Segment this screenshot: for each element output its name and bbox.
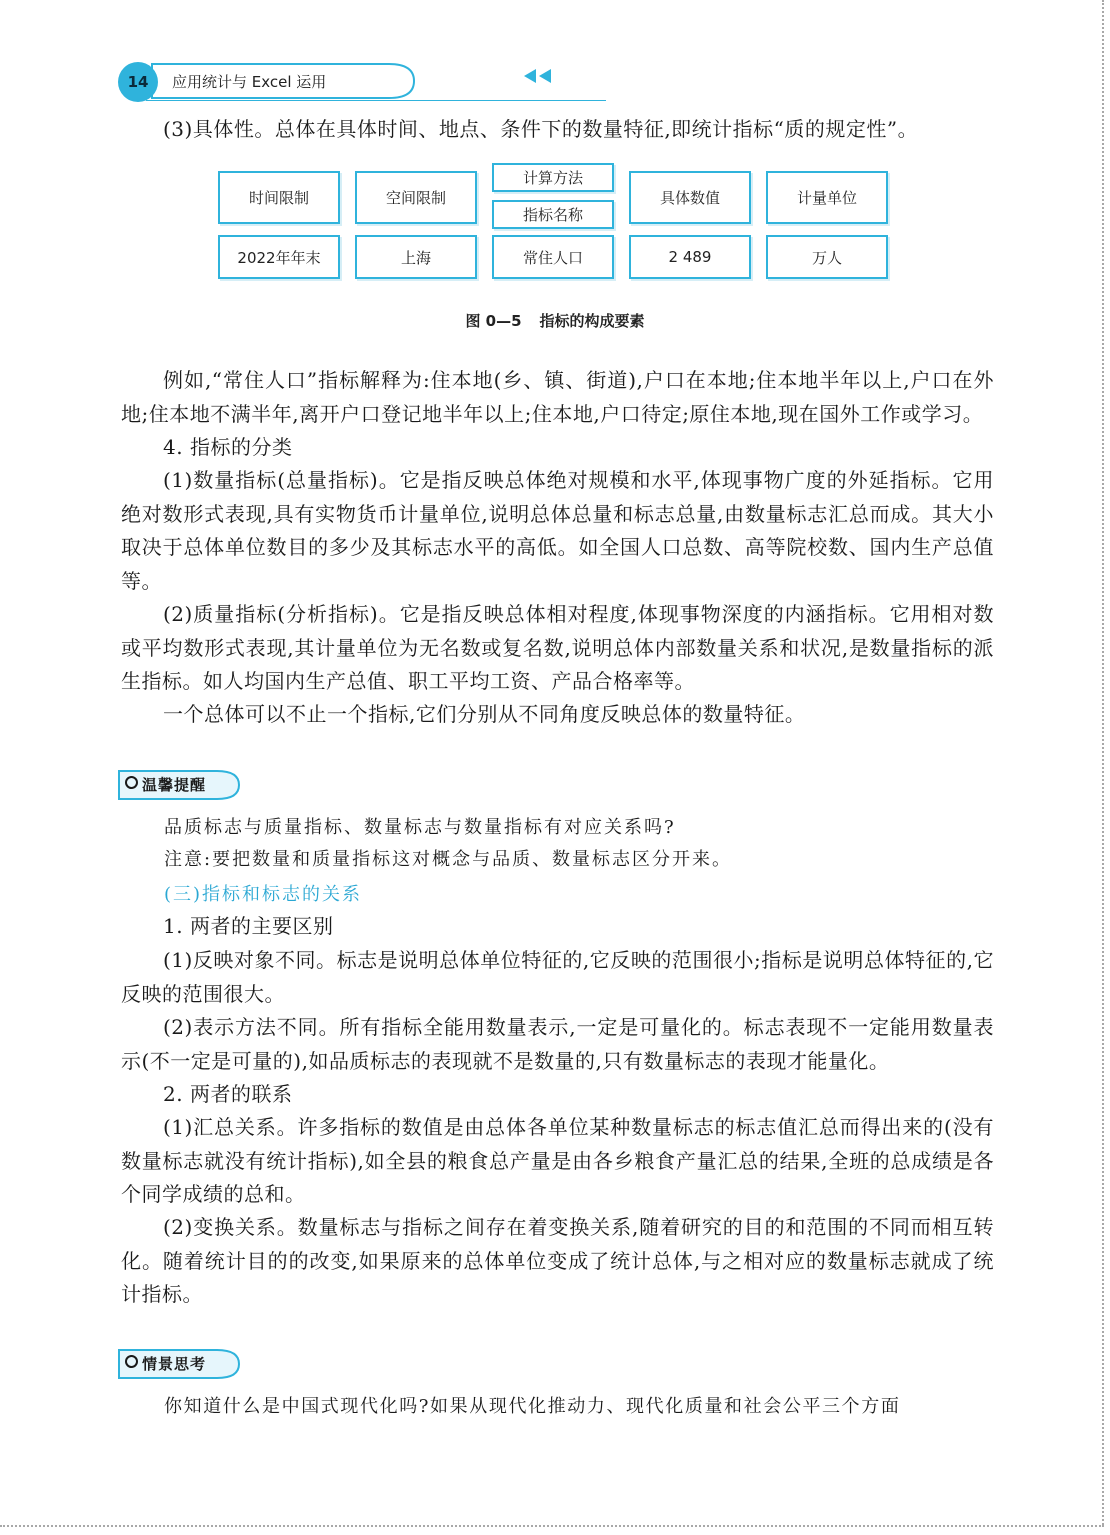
circle-bullet-icon (125, 776, 138, 789)
double-arrow-left-icon (523, 68, 553, 84)
running-header (118, 60, 498, 106)
one-population-paragraph: 一个总体可以不止一个指标,它们分别从不同角度反映总体的数量特征。 (163, 702, 806, 726)
figure-number: 图 0—5 (465, 312, 522, 330)
header-rule (146, 100, 606, 101)
box-year-end: 2022年年末 (218, 235, 340, 279)
quality-index-paragraph: (2)质量指标(分析指标)。它是指反映总体相对程度,体现事物深度的内涵指标。它用相对数或平均数形式表现,其计量单位为无名数或复名数,说明总体内部数量关系和状况,是数量指标的派生指标。如人均国内生产总值、职工平均工资、产品合格率等。 (121, 602, 994, 693)
page-number: 14 (118, 62, 158, 102)
box-space-limit: 空间限制 (355, 171, 477, 224)
relation-2: (2)变换关系。数量标志与指标之间存在着变换关系,随着研究的目的和范围的不同而相互转化。随着统计目的的改变,如果原来的总体单位变成了统计总体,与之相对应的数量标志就成了统计指标。 (121, 1215, 994, 1306)
box-ten-thousand: 万人 (766, 235, 888, 279)
difference-heading: 1. 两者的主要区别 (163, 914, 334, 938)
box-shanghai: 上海 (355, 235, 477, 279)
tip-note: 注意:要把数量和质量指标这对概念与品质、数量标志区分开来。 (164, 849, 733, 870)
classify-heading: 4. 指标的分类 (163, 435, 293, 459)
tip-badge (117, 768, 245, 802)
think-label: 情景思考 (142, 1355, 207, 1373)
box-specific-value: 具体数值 (629, 171, 751, 224)
page-border-bottom (0, 1525, 1104, 1527)
example-paragraph: 例如,“常住人口”指标解释为:住本地(乡、镇、街道),户口在本地;住本地半年以上,户口在外地;住本地不满半年,离开户口登记地半年以上;住本地,户口待定;原住本地,现在国外工作或学习。 (121, 368, 994, 426)
tip-label: 温馨提醒 (142, 776, 207, 794)
relation-1: (1)汇总关系。许多指标的数值是由总体各单位某种数量标志的标志值汇总而得出来的(没有数量标志就没有统计指标),如全县的粮食总产量是由各乡粮食产量汇总的结果,全班的总成绩是各个同学成绩的总和。 (121, 1115, 994, 1206)
circle-bullet-icon (125, 1355, 138, 1368)
specificity-item: (3)具体性。总体在具体时间、地点、条件下的数量特征,即统计指标“质的规定性”。 (163, 117, 919, 141)
box-unit: 计量单位 (766, 171, 888, 224)
difference-1: (1)反映对象不同。标志是说明总体单位特征的,它反映的范围很小;指标是说明总体特征的,它反映的范围很大。 (121, 948, 994, 1006)
box-resident-population: 常住人口 (492, 235, 614, 279)
relation-heading: 2. 两者的联系 (163, 1082, 293, 1106)
box-index-name: 指标名称 (492, 200, 614, 229)
box-time-limit: 时间限制 (218, 171, 340, 224)
section-heading: (三)指标和标志的关系 (164, 884, 363, 905)
tip-question: 品质标志与质量指标、数量标志与数量指标有对应关系吗? (164, 817, 676, 838)
index-elements-diagram (218, 162, 898, 287)
book-title: 应用统计与 Excel 运用 (172, 73, 327, 91)
figure-title: 指标的构成要素 (539, 312, 645, 330)
box-value-2489: 2 489 (629, 235, 751, 279)
page-border-right (1102, 0, 1104, 1525)
quantity-index-paragraph: (1)数量指标(总量指标)。它是指反映总体绝对规模和水平,体现事物广度的外延指标。它用绝对数形式表现,具有实物货币计量单位,说明总体总量和标志总量,由数量标志汇总而成。其大小取决于总体单位数目的多少及其标志水平的高低。如全国人口总数、高等院校数、国内生产总值等。 (121, 468, 994, 593)
figure-caption (0, 310, 1110, 331)
difference-2: (2)表示方法不同。所有指标全能用数量表示,一定是可量化的。标志表现不一定能用数量表示(不一定是可量的),如品质标志的表现就不是数量的,只有数量标志的表现才能量化。 (121, 1015, 994, 1073)
think-text: 你知道什么是中国式现代化吗?如果从现代化推动力、现代化质量和社会公平三个方面 (164, 1396, 901, 1417)
think-badge (117, 1347, 245, 1381)
box-calc-method: 计算方法 (492, 163, 614, 192)
